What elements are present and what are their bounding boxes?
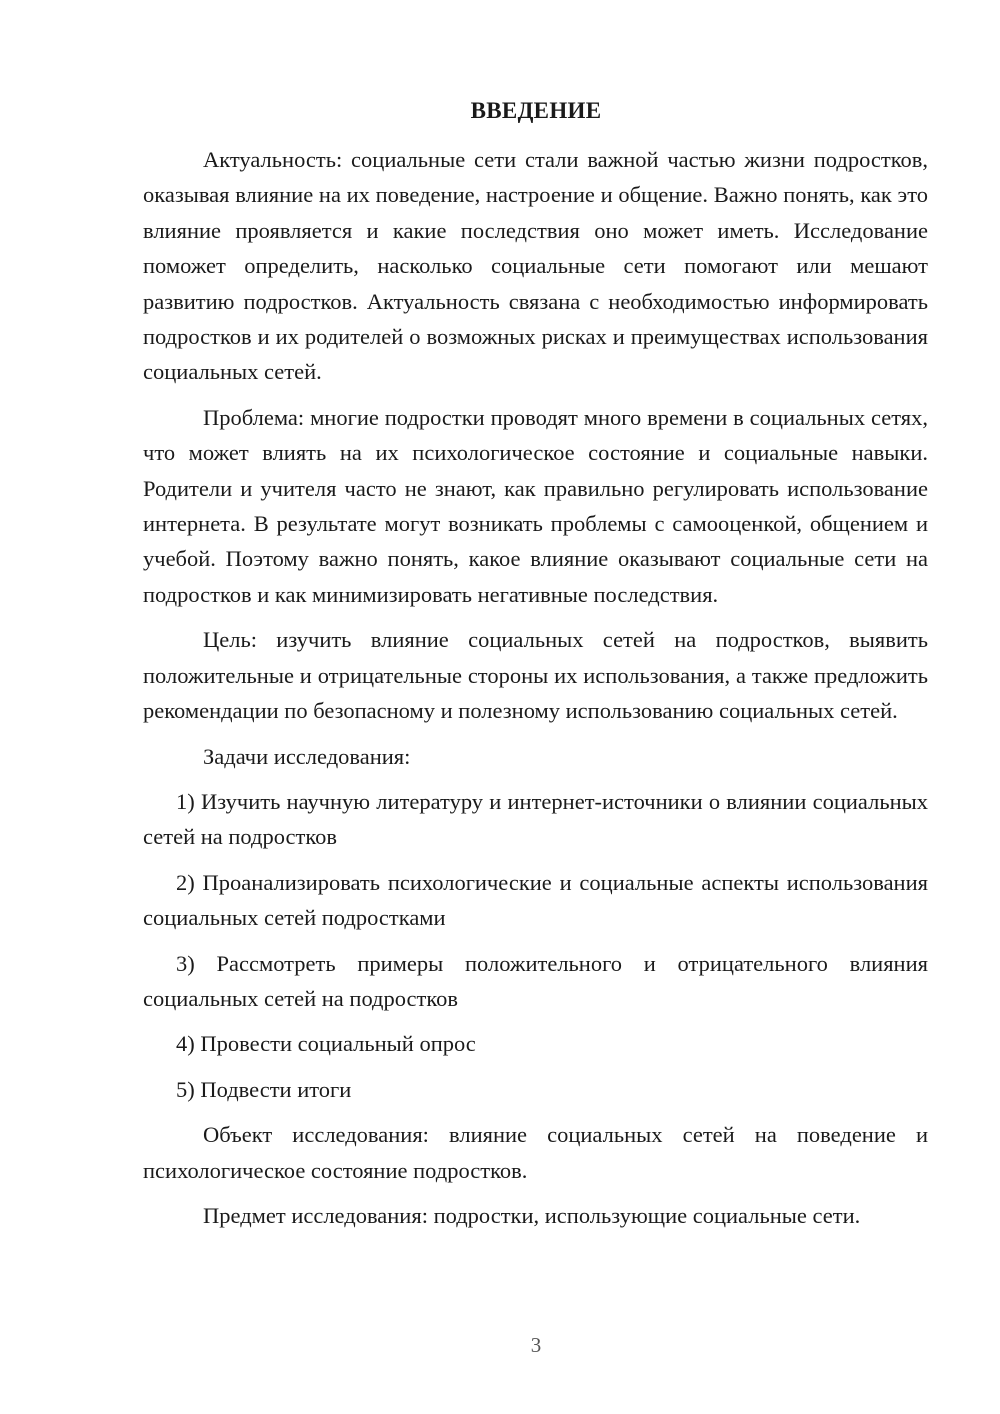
task-item: 2) Проанализировать психологические и социальные аспекты использования социальных сетей подростками (143, 869, 928, 931)
paragraph-subject: Предмет исследования: подростки, использующие социальные сети. (203, 1202, 861, 1228)
body-text (143, 142, 928, 1243)
task-item: 3) Рассмотреть примеры положительного и отрицательного влияния социальных сетей на подростков (143, 950, 928, 1011)
task-item: 4) Провести социальный опрос (176, 1031, 476, 1057)
paragraph-object: Объект исследования: влияние социальных сетей на поведение и психологическое состояние подростков. (143, 1122, 928, 1183)
paragraph-tasks-heading: Задачи исследования: (203, 743, 411, 769)
task-item: 5) Подвести итоги (176, 1076, 352, 1102)
paragraph-goal: Цель: изучить влияние социальных сетей на подростков, выявить положительные и отрицательные стороны их использования, а также предложить рекомендации по безопасному и полезному использованию социальных сетей. (143, 627, 928, 724)
page-title: ВВЕДЕНИЕ (470, 98, 602, 123)
paragraph-problem: Проблема: многие подростки проводят много времени в социальных сетях, что может влиять на их психологическое состояние и социальные навыки. Родители и учителя часто не знают, как правильно регулировать использование интернета. В результате могут возникать проблемы с самооценкой, общением и учебой. Поэтому важно понять, какое влияние оказывают социальные сети на подростков и как минимизировать негативные последствия. (143, 404, 928, 607)
paragraph-relevance: Актуальность: социальные сети стали важной частью жизни подростков, оказывая влияние на их поведение, настроение и общение. Важно понять, как это влияние проявляется и какие последствия оно может иметь. Исследование поможет определить, насколько социальные сети помогают или мешают развитию подростков. Актуальность связана с необходимостью информировать подростков и их родителей о возможных рисках и преимуществах использования социальных сетей. (143, 147, 928, 385)
page-number: 3 (530, 1333, 542, 1357)
task-item: 1) Изучить научную литературу и интернет-источники о влиянии социальных сетей на подростков (143, 788, 928, 850)
